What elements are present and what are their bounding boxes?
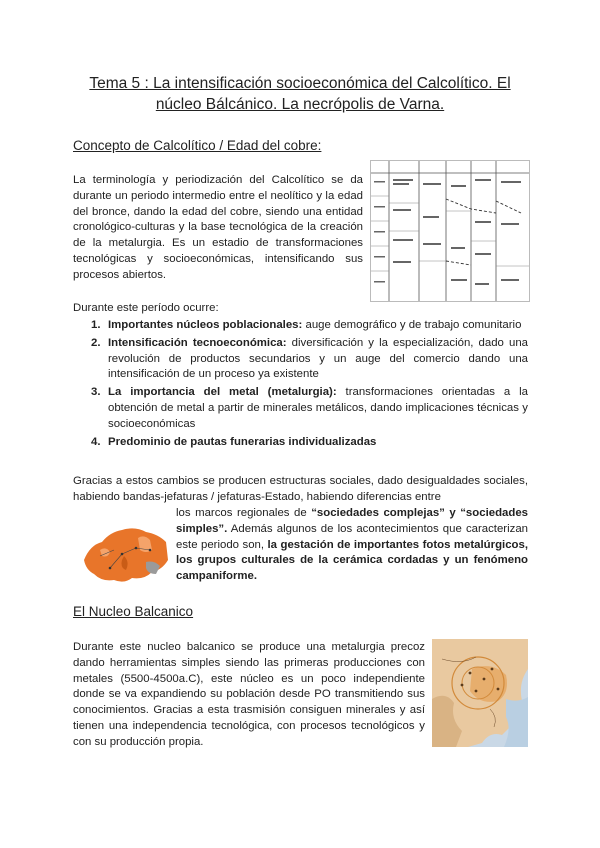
section-heading-calcolitico: Concepto de Calcolítico / Edad del cobre: bbox=[73, 138, 322, 153]
sociedades-paragraph bbox=[176, 506, 528, 585]
calcolitico-paragraph: La terminología y periodización del Calcolítico se da durante un periodo intermedio entre el neolítico y la edad del bronce, dando la edad del cobre, siendo una entidad cronológico-culturas y la base tecnológica de la creación de la metalurgia. Es un estadio de transformaciones tecnológicas y socioeconómicas, intensificando sus procesos abiertos. bbox=[73, 174, 363, 281]
list-item bbox=[73, 385, 528, 432]
list-item-text: auge demográfico y de trabajo comunitario bbox=[302, 319, 522, 331]
nucleo-balcanico-paragraph: Durante este nucleo balcanico se produce una metalurgia precoz dando herramientas simples siendo las primeras producciones con metales (5500-4500a.C), este núcleo es un poco independiente donde se va expandiendo su población desde PO transmitiendo sus conocimientos. Gracias a esta trasmisión consiguen minerales y así tienen una independencia tecnológica, con procesos tecnológicos y con su producción propia. bbox=[73, 641, 425, 748]
social-structures-paragraph: Gracias a estos cambios se producen estructuras sociales, dado desigualdades sociales, habiendo bandas-jefaturas / jefaturas-Estado, habiendo diferencias entre bbox=[73, 475, 528, 503]
list-item-bold: Intensificación tecnoeconómica: bbox=[108, 336, 287, 349]
europe-map-graphic bbox=[80, 520, 172, 588]
list-item-text: transformaciones orientadas a la obtención de metal a partir de minerales metálicos, dando implicaciones técnicas y socioeconómicas bbox=[108, 386, 528, 430]
section-heading-nucleo-balcanico: El Nucleo Balcanico bbox=[73, 604, 194, 619]
sociedades-bold-conclusion: la gestación de importantes fotos metalúrgicos, los grupos culturales de la cerámica cordadas y un fenómeno campaniforme. bbox=[176, 538, 528, 583]
period-characteristics-list bbox=[73, 318, 528, 452]
balkan-map-image bbox=[432, 639, 528, 747]
title-line-1: Tema 5 : La intensificación socioeconómica del Calcolítico. El bbox=[89, 75, 511, 92]
sociedades-text-a: los marcos regionales de bbox=[176, 507, 312, 519]
list-item-bold: Predominio de pautas funerarias individualizadas bbox=[108, 435, 377, 448]
page-title bbox=[60, 73, 540, 115]
list-item-bold: Importantes núcleos poblacionales: bbox=[108, 319, 303, 331]
list-number: 1. bbox=[91, 319, 101, 331]
list-item bbox=[73, 318, 528, 334]
list-item bbox=[73, 336, 528, 383]
list-item-bold: La importancia del metal (metalurgia): bbox=[108, 386, 337, 399]
list-number: 4. bbox=[91, 435, 101, 448]
list-item bbox=[73, 435, 528, 451]
chronology-table-graphic bbox=[371, 161, 529, 301]
balkan-map-graphic bbox=[432, 639, 528, 747]
sociedades-text-c: Además algunos de los acontecimientos que caracterizan este periodo son, bbox=[176, 522, 528, 551]
period-intro: Durante este período ocurre: bbox=[73, 302, 219, 314]
title-line-2: núcleo Bálcánico. La necrópolis de Varna. bbox=[155, 96, 445, 113]
chronology-table-image bbox=[370, 160, 530, 302]
europe-map-image bbox=[80, 520, 172, 588]
list-number: 2. bbox=[91, 336, 101, 349]
list-item-text: diversificación y la especialización, dado una revolución de productos secundarios y un auge del comercio dando una intensificación de un proceso ya existente bbox=[108, 336, 528, 381]
list-number: 3. bbox=[91, 386, 101, 399]
sociedades-bold: “sociedades complejas” y “sociedades simples”. bbox=[176, 507, 528, 535]
